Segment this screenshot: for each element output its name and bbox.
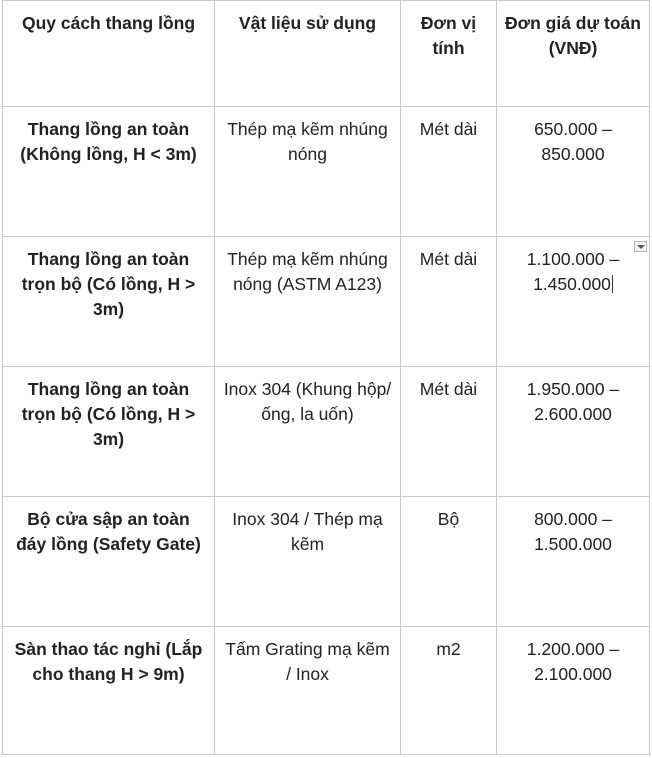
header-unit: Đơn vị tính	[401, 1, 497, 107]
header-price: Đơn giá dự toán (VNĐ)	[497, 1, 650, 107]
text-cursor	[612, 275, 613, 293]
cell-material[interactable]: Inox 304 / Thép mạ kẽm	[215, 497, 401, 627]
cell-price[interactable]: 650.000 – 850.000	[497, 107, 650, 237]
cell-material[interactable]: Thép mạ kẽm nhúng nóng	[215, 107, 401, 237]
price-table	[2, 0, 650, 755]
cell-unit[interactable]: m2	[401, 627, 497, 755]
chevron-down-icon[interactable]	[634, 241, 647, 252]
cell-spec[interactable]: Thang lồng an toàn trọn bộ (Có lồng, H > 3m)	[3, 367, 215, 497]
cell-price-active[interactable]	[497, 237, 650, 367]
cell-unit[interactable]: Mét dài	[401, 107, 497, 237]
cell-price[interactable]: 1.950.000 – 2.600.000	[497, 367, 650, 497]
header-material: Vật liệu sử dụng	[215, 1, 401, 107]
cell-price-text[interactable]: 1.100.000 – 1.450.000	[526, 249, 620, 294]
cell-unit[interactable]: Mét dài	[401, 237, 497, 367]
cell-price[interactable]: 800.000 – 1.500.000	[497, 497, 650, 627]
cell-spec[interactable]: Thang lồng an toàn trọn bộ (Có lồng, H > 3m)	[3, 237, 215, 367]
table-row	[3, 237, 650, 367]
header-spec: Quy cách thang lồng	[3, 1, 215, 107]
cell-spec[interactable]: Bộ cửa sập an toàn đáy lồng (Safety Gate)	[3, 497, 215, 627]
cell-unit[interactable]: Mét dài	[401, 367, 497, 497]
cell-price[interactable]: 1.200.000 – 2.100.000	[497, 627, 650, 755]
cell-material[interactable]: Thép mạ kẽm nhúng nóng (ASTM A123)	[215, 237, 401, 367]
cell-spec[interactable]: Thang lồng an toàn (Không lồng, H < 3m)	[3, 107, 215, 237]
table-row	[3, 627, 650, 755]
table-row	[3, 107, 650, 237]
cell-unit[interactable]: Bộ	[401, 497, 497, 627]
cell-material[interactable]: Inox 304 (Khung hộp/ống, la uốn)	[215, 367, 401, 497]
cell-spec[interactable]: Sàn thao tác nghỉ (Lắp cho thang H > 9m)	[3, 627, 215, 755]
cell-material[interactable]: Tấm Grating mạ kẽm / Inox	[215, 627, 401, 755]
table-row	[3, 367, 650, 497]
table-row	[3, 497, 650, 627]
header-row	[3, 1, 650, 107]
